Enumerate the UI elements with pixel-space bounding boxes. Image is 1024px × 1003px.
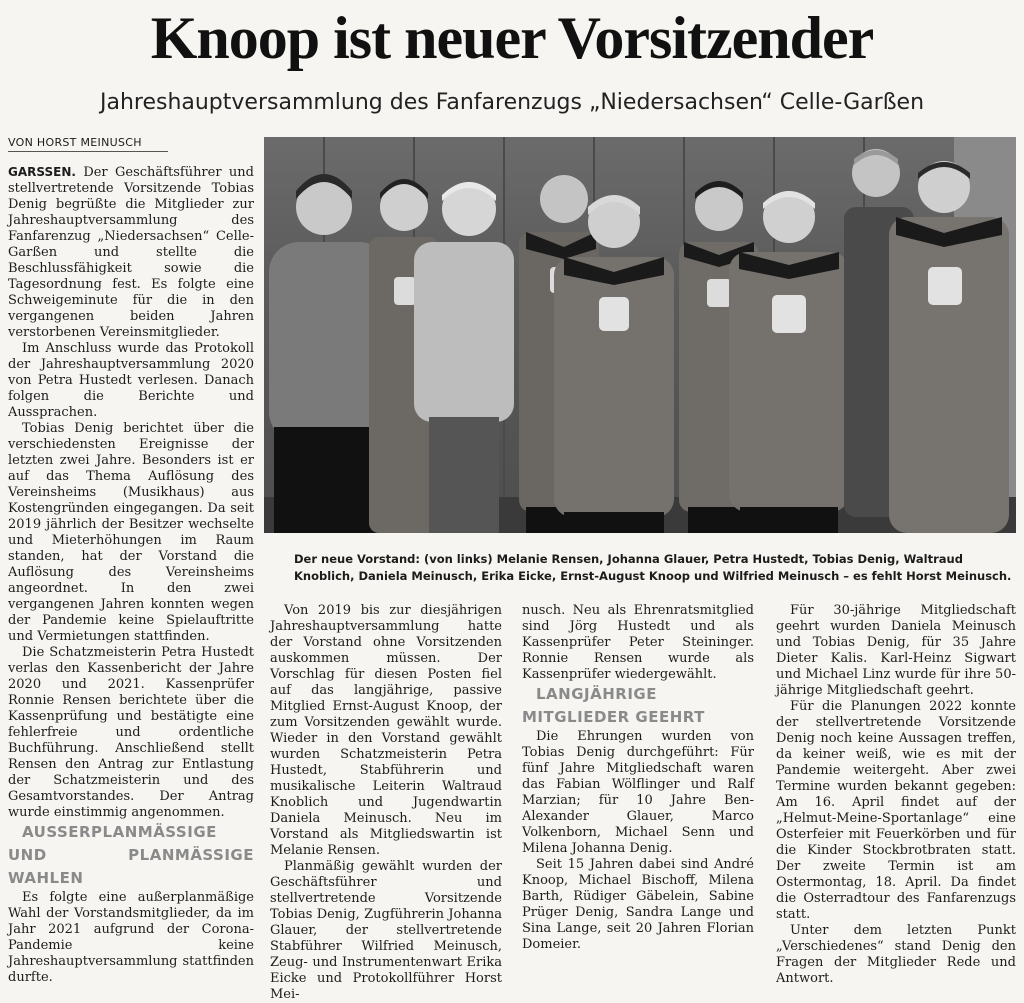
paragraph: Die Schatzmeisterin Petra Hustedt verlas den Kassenbericht der Jahre 2020 und 2021. Kassenprüfer Ronnie Rensen berichtete über die Kassenprüfung und bestätigte eine fehlerfreie und ordentliche Buchführung. Anschließend stellt Rensen den Antrag zur Entlastung der Schatzmeisterin und des Gesamtvorstandes. Der Antrag wurde einstimmig angenommen. xyxy=(8,645,254,820)
paragraph: Für die Planungen 2022 konnte der stellvertretende Vorsitzende Denig noch keine Aussagen treffen, da keiner weiß, wie es mit der Pandemie weitergeht. Aber zwei Termine wurden bekannt gegeben: Am 16. April findet auf der „Helmut-Meine-Sportanlage“ eine Osterfeier mit Feuerkörben und für die Kinder Stockbrotbraten statt. Der zweite Termin ist am Ostermontag, 18. April. Da findet die Osterradtour des Fanfarenzugs statt. xyxy=(776,699,1016,922)
paragraph: Seit 15 Jahren dabei sind André Knoop, Michael Bischoff, Milena Barth, Rüdiger Gäbelein, Sabine Prüger Denig, Sandra Lange und Sina Lange, seit 20 Jahren Florian Domeier. xyxy=(522,857,754,952)
paragraph xyxy=(8,164,254,341)
headline: Knoop ist neuer Vorsitzender xyxy=(150,5,874,71)
paragraph: Es folgte eine außerplanmäßige Wahl der Vorstandsmitglieder, da im Jahr 2021 aufgrund der Corona-Pandemie keine Jahreshauptversammlung stattfinden durfte. xyxy=(8,890,254,985)
paragraph: Unter dem letzten Punkt „Verschiedenes“ stand Denig den Fragen der Mitglieder Rede und Antwort. xyxy=(776,923,1016,986)
section-subheading: LANGJÄHRIGE MITGLIEDER GEEHRT xyxy=(522,685,705,726)
section-subheading: AUSSERPLANMÄSSIGE UND PLANMÄSSIGE WAHLEN xyxy=(8,823,254,887)
article-column-1 xyxy=(8,164,255,985)
paragraph: Die Ehrungen wurden von Tobias Denig durchgeführt: Für fünf Jahre Mitgliedschaft waren das Fabian Wölflinger und Ralf Marzian; für 10 Jahre Ben-Alexander Glauer, Marco Volkenborn, Michael Senn und Milena Johanna Denig. xyxy=(522,729,754,856)
byline: VON HORST MEINUSCH xyxy=(8,136,168,152)
group-photo xyxy=(264,137,1016,533)
paragraph: Von 2019 bis zur diesjährigen Jahreshauptversammlung hatte der Vorstand ohne Vorsitzenden auskommen müssen. Der Vorschlag für diesen Posten fiel auf das langjährige, passive Mitglied Ernst-August Knoop, der zum Vorsitzenden gewählt wurde. Wieder in den Vorstand gewählt wurden Schatzmeisterin Petra Hustedt, Stabführerin und musikalische Leiterin Waltraud Knoblich und Jugendwartin Daniela Meinusch. Neu im Vorstand als Mitgliedswartin ist Melanie Rensen. xyxy=(270,603,502,858)
paragraph: Im Anschluss wurde das Protokoll der Jahreshauptversammlung 2020 von Petra Hustedt verlesen. Danach folgen die Berichte und Aussprachen. xyxy=(8,341,254,420)
photo-caption: Der neue Vorstand: (von links) Melanie Rensen, Johanna Glauer, Petra Hustedt, Tobias Denig, Waltraud Knoblich, Daniela Meinusch, Erika Eicke, Ernst-August Knoop und Wilfried Meinusch – es fehlt Horst Meinusch. xyxy=(294,552,1012,583)
paragraph: Tobias Denig berichtet über die verschiedensten Ereignisse der letzten zwei Jahre. Besonders ist er auf das Thema Auflösung des Vereinsheims (Musikhaus) aus Kostengründen eingegangen. Da seit 2019 jährlich der Besitzer wechselte und Mieterhöhungen im Raum standen, hat der Vorstand die Auflösung des Vereinsheims angeordnet. In den zwei vergangenen Jahren konnten wegen der Pandemie keine Spielauftritte und Vermietungen stattfinden. xyxy=(8,421,254,644)
paragraph: nusch. Neu als Ehrenratsmitglied sind Jörg Hustedt und als Kassenprüfer Peter Steininger. Ronnie Rensen wurde als Kassenprüfer wiedergewählt. xyxy=(522,603,754,682)
group-photo-illustration xyxy=(264,137,1016,533)
subheadline: Jahreshauptversammlung des Fanfarenzugs „Niedersachsen“ Celle-Garßen xyxy=(99,90,925,115)
article-column-2 xyxy=(270,603,502,1002)
article-column-4 xyxy=(776,603,1016,986)
paragraph: Für 30-jährige Mitgliedschaft geehrt wurden Daniela Meinusch und Tobias Denig, für 35 Jahre Dieter Kalis. Karl-Heinz Sigwart und Michael Linz wurde für ihre 50-jährige Mitgliedschaft geehrt. xyxy=(776,603,1016,698)
person-3 xyxy=(414,182,514,533)
paragraph-text: Der Geschäftsführer und stellvertretende Vorsitzende Tobias Denig begrüßte die Mitglieder zur Jahreshauptversammlung des Fanfarenzug „Niedersachsen“ Celle-Garßen und stellte die Beschlussfähigkeit sowie die Tagesordnung fest. Es folgte eine Schweigeminute für die in den vergangenen beiden Jahren verstorbenen Vereinsmitglieder. xyxy=(8,165,255,340)
dateline: GARSSEN. xyxy=(8,165,76,179)
article-column-3 xyxy=(522,603,754,952)
paragraph: Planmäßig gewählt wurden der Geschäftsführer und stellvertretende Vorsitzende Tobias Denig, Zugführerin Johanna Glauer, der stellvertretende Stabführer Wilfried Meinusch, Zeug- und Instrumentenwart Erika Eicke und Protokollführer Horst Mei- xyxy=(270,859,502,1002)
